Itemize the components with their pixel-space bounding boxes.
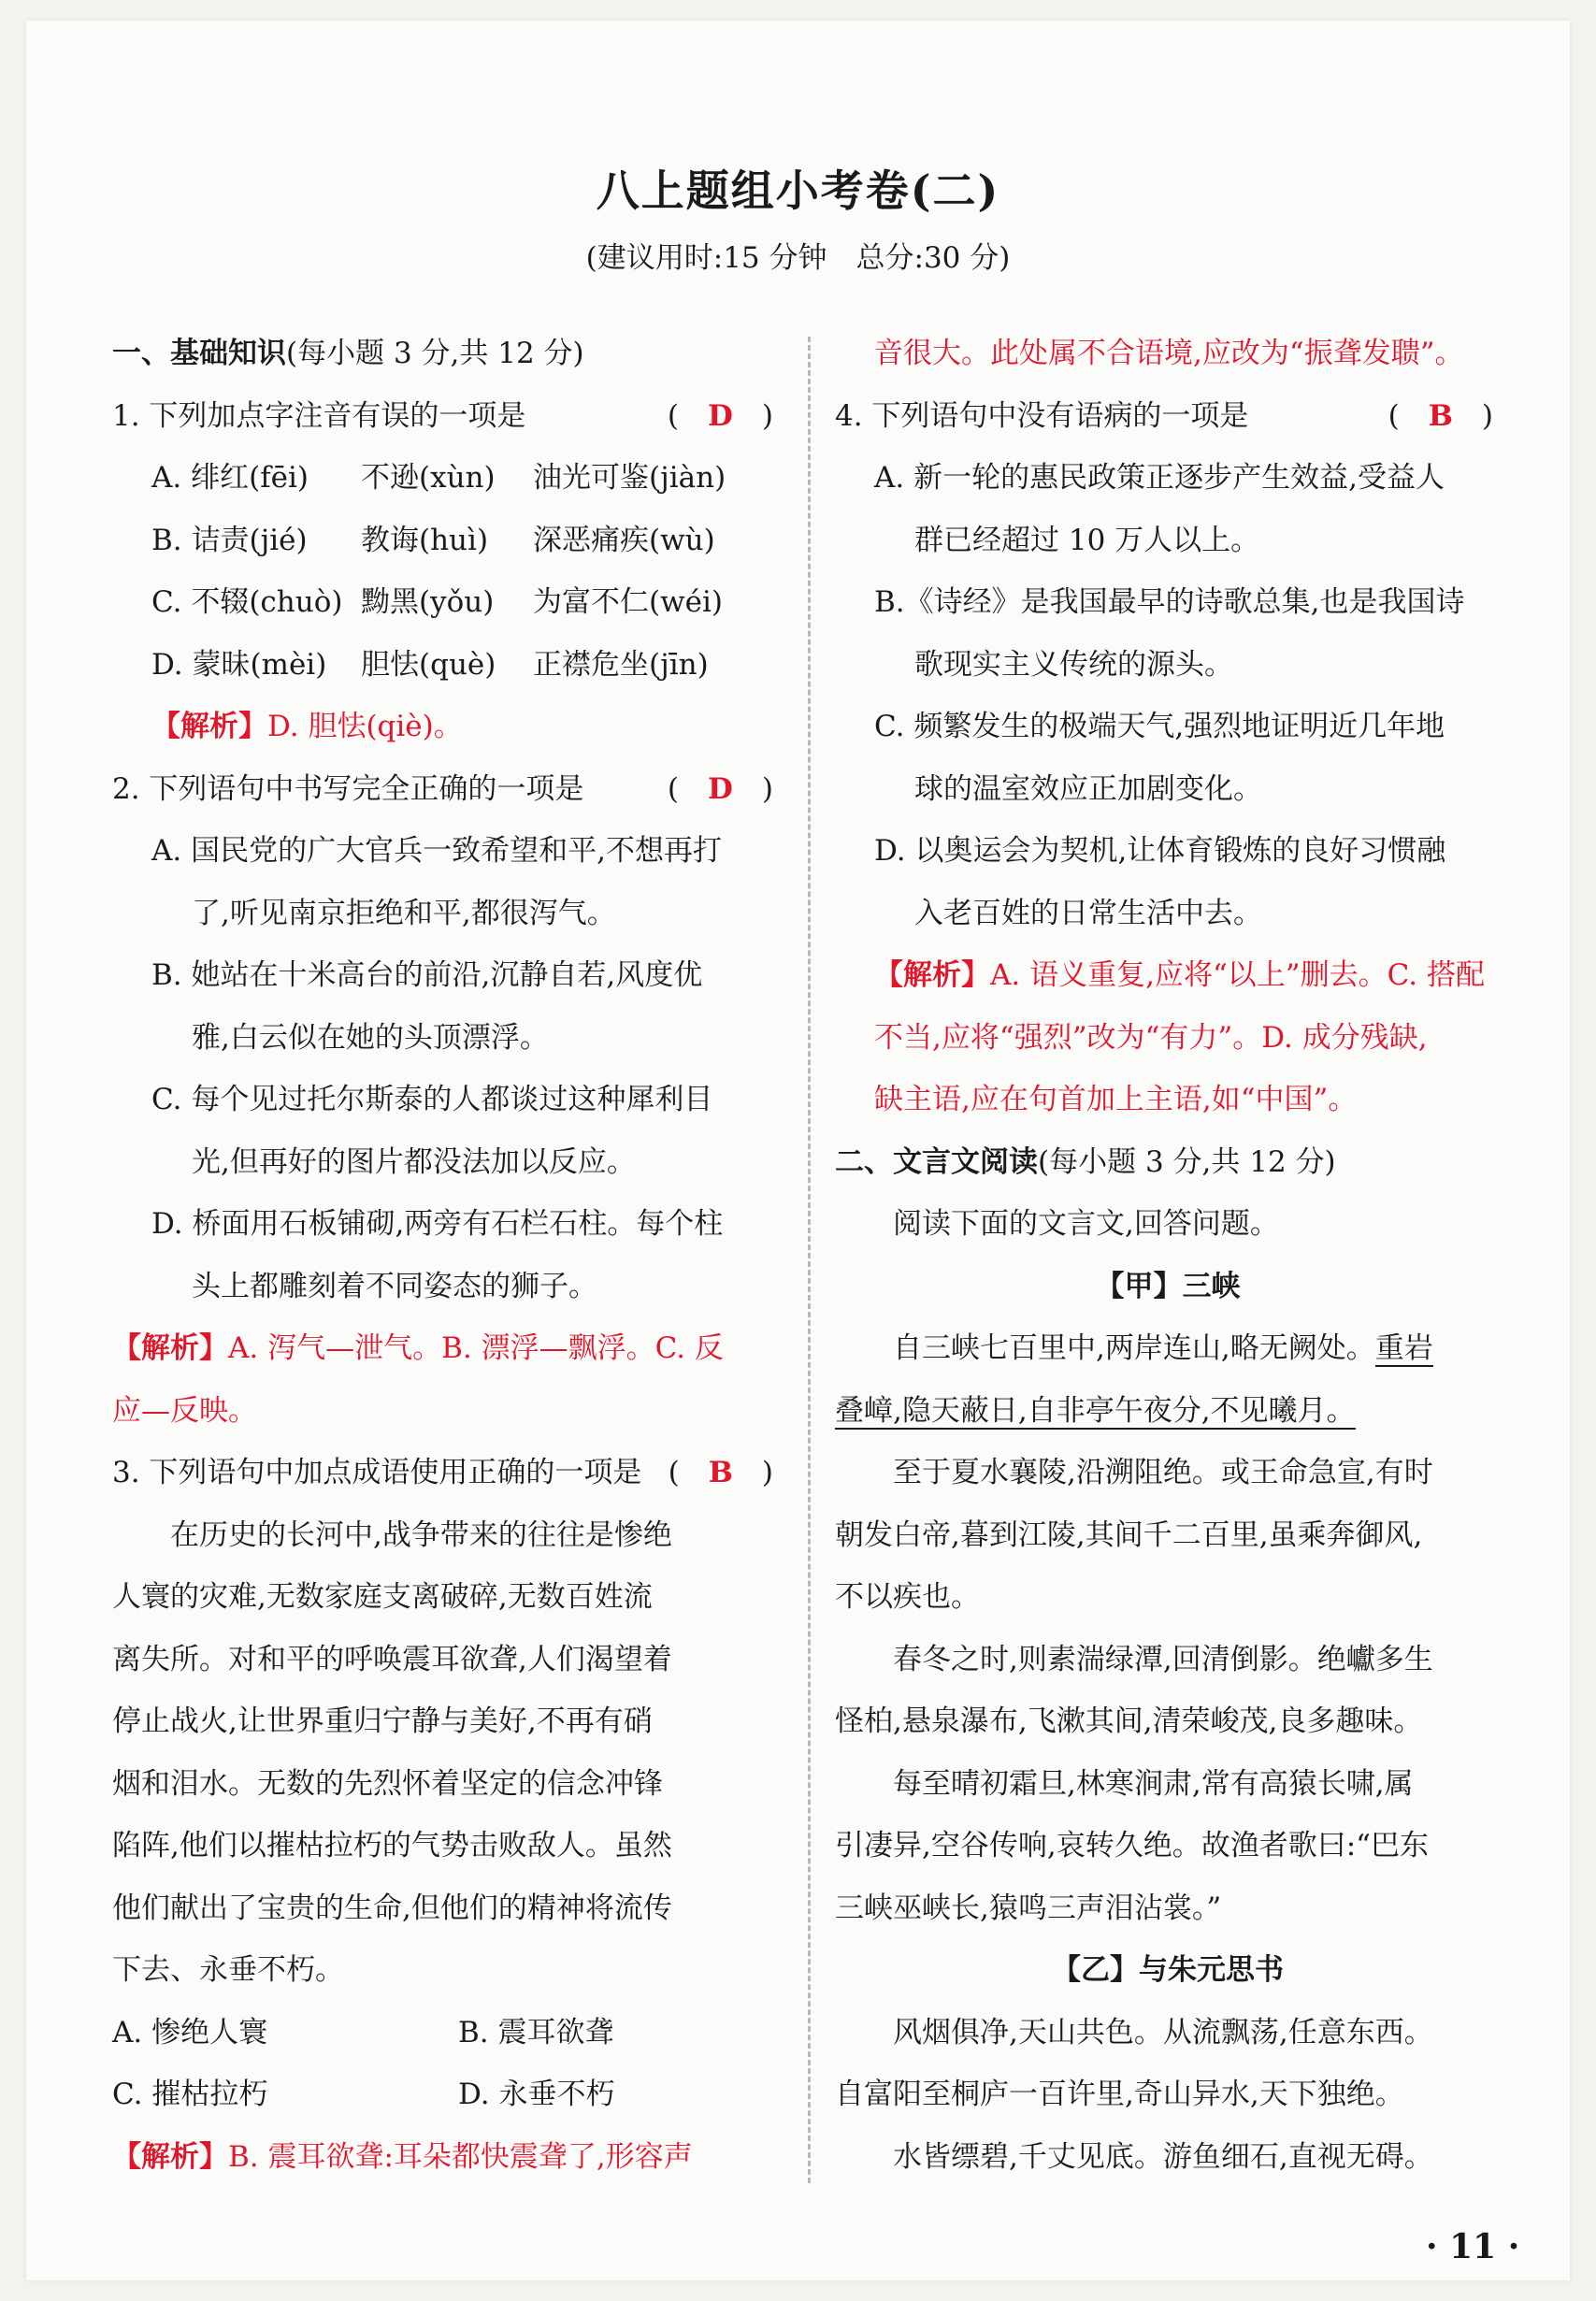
left-column xyxy=(112,323,781,2188)
passage-line: 下去、永垂不朽。 xyxy=(112,1953,344,1987)
option-line: A. 新一轮的惠民政策正逐步产生效益,受益人 xyxy=(874,461,1445,495)
option-line: D. 桥面用石板铺砌,两旁有石栏石柱。每个柱 xyxy=(151,1207,724,1241)
analysis xyxy=(112,1317,781,1380)
passage-line: 人寰的灾难,无数家庭支离破碎,无数百姓流 xyxy=(112,1580,653,1614)
option-line: C. 频繁发生的极端天气,强烈地证明近几年地 xyxy=(874,710,1445,743)
passage-title: 【乙】与朱元思书 xyxy=(1052,1953,1284,1987)
passage-line: 风烟俱净,天山共色。从流飘荡,任意东西。 xyxy=(893,2015,1433,2049)
passage-line: 怪柏,悬泉瀑布,飞漱其间,清荣峻茂,良多趣味。 xyxy=(835,1704,1423,1738)
question-stem xyxy=(112,1442,781,1504)
question-text: 3. 下列语句中加点成语使用正确的一项是 xyxy=(112,1456,642,1489)
section-title: 一、基础知识 xyxy=(112,337,286,370)
passage-line: 至于夏水襄陵,沿溯阻绝。或王命急宣,有时 xyxy=(893,1456,1433,1489)
passage-line: 水皆缥碧,千丈见底。游鱼细石,直视无碍。 xyxy=(893,2139,1433,2174)
passage-line: 引凄异,空谷传响,哀转久绝。故渔者歌曰:“巴东 xyxy=(835,1829,1429,1862)
option: C. 摧枯拉朽 xyxy=(112,2078,268,2111)
answer-box: ( D ) xyxy=(667,771,773,806)
question-stem xyxy=(112,385,781,448)
option-line: A. 国民党的广大官兵一致希望和平,不想再打 xyxy=(151,834,722,868)
question-text: 2. 下列语句中书写完全正确的一项是 xyxy=(112,771,584,806)
analysis xyxy=(835,944,1501,1007)
right-column xyxy=(835,323,1501,2188)
option-line: 群已经超过 10 万人以上。 xyxy=(914,523,1260,557)
analysis-tag: 【解析】 xyxy=(151,710,267,743)
question-stem xyxy=(835,385,1501,448)
option-line: 歌现实主义传统的源头。 xyxy=(914,647,1233,682)
option-row xyxy=(112,2002,781,2064)
option-line: 光,但再好的图片都没法加以反应。 xyxy=(192,1144,636,1179)
analysis-continued: 音很大。此处属不合语境,应改为“振聋发聩”。 xyxy=(874,337,1464,370)
option: 为富不仁(wéi) xyxy=(533,585,723,619)
passage-line: 在历史的长河中,战争带来的往往是惨绝 xyxy=(170,1517,672,1552)
option: A. 惨绝人寰 xyxy=(112,2015,268,2049)
option-line: B.《诗经》是我国最早的诗歌总集,也是我国诗 xyxy=(874,585,1465,619)
section-title: 二、文言文阅读 xyxy=(835,1144,1038,1179)
passage-line: 他们献出了宝贵的生命,但他们的精神将流传 xyxy=(112,1891,672,1925)
passage-line: 烟和泪水。无数的先烈怀着坚定的信念冲锋 xyxy=(112,1766,663,1801)
page-title: 八上题组小考卷(二) xyxy=(596,165,1000,216)
option-line: C. 每个见过托尔斯泰的人都谈过这种犀利目 xyxy=(151,1083,713,1116)
instruction: 阅读下面的文言文,回答问题。 xyxy=(893,1207,1279,1241)
answer-value: D xyxy=(708,771,733,806)
answer-box: ( B ) xyxy=(1388,398,1493,433)
answer-box: ( B ) xyxy=(668,1456,773,1489)
section-note: (每小题 3 分,共 12 分) xyxy=(1038,1144,1336,1179)
analysis-text: 缺主语,应在句首加上主语,如“中国”。 xyxy=(874,1083,1358,1116)
option: 深恶痛疾(wù) xyxy=(533,523,715,557)
passage-line: 停止战火,让世界重归宁静与美好,不再有硝 xyxy=(112,1704,653,1738)
option: A. 绯红(fēi) xyxy=(151,461,309,495)
analysis-text: 不当,应将“强烈”改为“有力”。D. 成分残缺, xyxy=(874,1020,1428,1055)
question-text: 4. 下列语句中没有语病的一项是 xyxy=(835,398,1249,433)
analysis-tag: 【解析】 xyxy=(874,958,990,992)
option: 胆怯(què) xyxy=(361,647,496,682)
section-note: (每小题 3 分,共 12 分) xyxy=(286,337,584,370)
analysis-tag: 【解析】 xyxy=(112,1331,228,1365)
analysis-text: B. 震耳欲聋:耳朵都快震聋了,形容声 xyxy=(228,2139,693,2174)
analysis-text: D. 胆怯(qiè)。 xyxy=(267,710,463,743)
passage-line: 每至晴初霜旦,林寒涧肃,常有高猿长啸,属 xyxy=(893,1766,1414,1801)
option-line: B. 她站在十米高台的前沿,沉静自若,风度优 xyxy=(151,958,703,992)
option-row xyxy=(112,510,781,572)
passage-line: 朝发白帝,暮到江陵,其间千二百里,虽乘奔御风, xyxy=(835,1517,1423,1552)
passage-text: 自三峡七百里中,两岸连山,略无阙处。 xyxy=(893,1331,1375,1365)
section-heading xyxy=(835,1131,1501,1194)
option-row xyxy=(112,2064,781,2126)
analysis xyxy=(112,2126,781,2189)
option: D. 蒙昧(mèi) xyxy=(151,647,327,682)
passage-title: 【甲】三峡 xyxy=(1095,1269,1241,1303)
option-line: 入老百姓的日常生活中去。 xyxy=(914,896,1262,930)
column-divider xyxy=(808,337,811,2183)
answer-box: ( D ) xyxy=(667,398,773,433)
question-stem xyxy=(112,758,781,821)
option: C. 不辍(chuò) xyxy=(151,585,343,619)
analysis-tag: 【解析】 xyxy=(112,2139,228,2174)
section-heading xyxy=(112,323,781,385)
analysis-text: 应—反映。 xyxy=(112,1393,257,1428)
passage-line: 自富阳至桐庐一百许里,奇山异水,天下独绝。 xyxy=(835,2078,1404,2111)
analysis-text: A. 语义重复,应将“以上”删去。C. 搭配 xyxy=(990,958,1485,992)
option-line: 雅,白云似在她的头顶漂浮。 xyxy=(192,1020,549,1055)
option: D. 永垂不朽 xyxy=(458,2078,615,2111)
answer-value: B xyxy=(708,1456,733,1489)
analysis xyxy=(112,696,781,758)
option-line: D. 以奥运会为契机,让体育锻炼的良好习惯融 xyxy=(874,834,1446,868)
page-subtitle: (建议用时:15 分钟 总分:30 分) xyxy=(585,241,1011,275)
answer-value: D xyxy=(708,398,733,433)
underlined-text: 叠嶂,隐天蔽日,自非亭午夜分,不见曦月。 xyxy=(835,1393,1356,1428)
option: B. 震耳欲聋 xyxy=(458,2015,614,2049)
passage-line: 离失所。对和平的呼唤震耳欲聋,人们渴望着 xyxy=(112,1642,672,1676)
answer-value: B xyxy=(1428,398,1453,433)
option-line: 球的温室效应正加剧变化。 xyxy=(914,771,1262,806)
option-row xyxy=(112,634,781,697)
passage-line: 陷阵,他们以摧枯拉朽的气势击败敌人。虽然 xyxy=(112,1829,672,1862)
option: 不逊(xùn) xyxy=(361,461,496,495)
passage-line xyxy=(835,1317,1501,1380)
option-row xyxy=(112,571,781,634)
analysis-text: A. 泻气—泄气。B. 漂浮—飘浮。C. 反 xyxy=(228,1331,724,1365)
option-line: 了,听见南京拒绝和平,都很泻气。 xyxy=(192,896,616,930)
passage-line: 三峡巫峡长,猿鸣三声泪沾裳。” xyxy=(835,1891,1222,1925)
option: 油光可鉴(jiàn) xyxy=(533,461,726,495)
option-line: 头上都雕刻着不同姿态的狮子。 xyxy=(192,1269,597,1303)
page-number: · 11 · xyxy=(1426,2227,1520,2266)
passage-line: 不以疾也。 xyxy=(835,1580,980,1614)
option: 黝黑(yǒu) xyxy=(361,585,495,619)
option: 正襟危坐(jīn) xyxy=(533,647,709,682)
passage-line: 春冬之时,则素湍绿潭,回清倒影。绝巘多生 xyxy=(893,1642,1433,1676)
option-row xyxy=(112,447,781,510)
option: 教诲(huì) xyxy=(361,523,489,557)
underlined-text: 重岩 xyxy=(1374,1331,1433,1365)
option: B. 诘责(jié) xyxy=(151,523,308,557)
passage-line xyxy=(835,1380,1501,1443)
question-text: 1. 下列加点字注音有误的一项是 xyxy=(112,398,526,433)
